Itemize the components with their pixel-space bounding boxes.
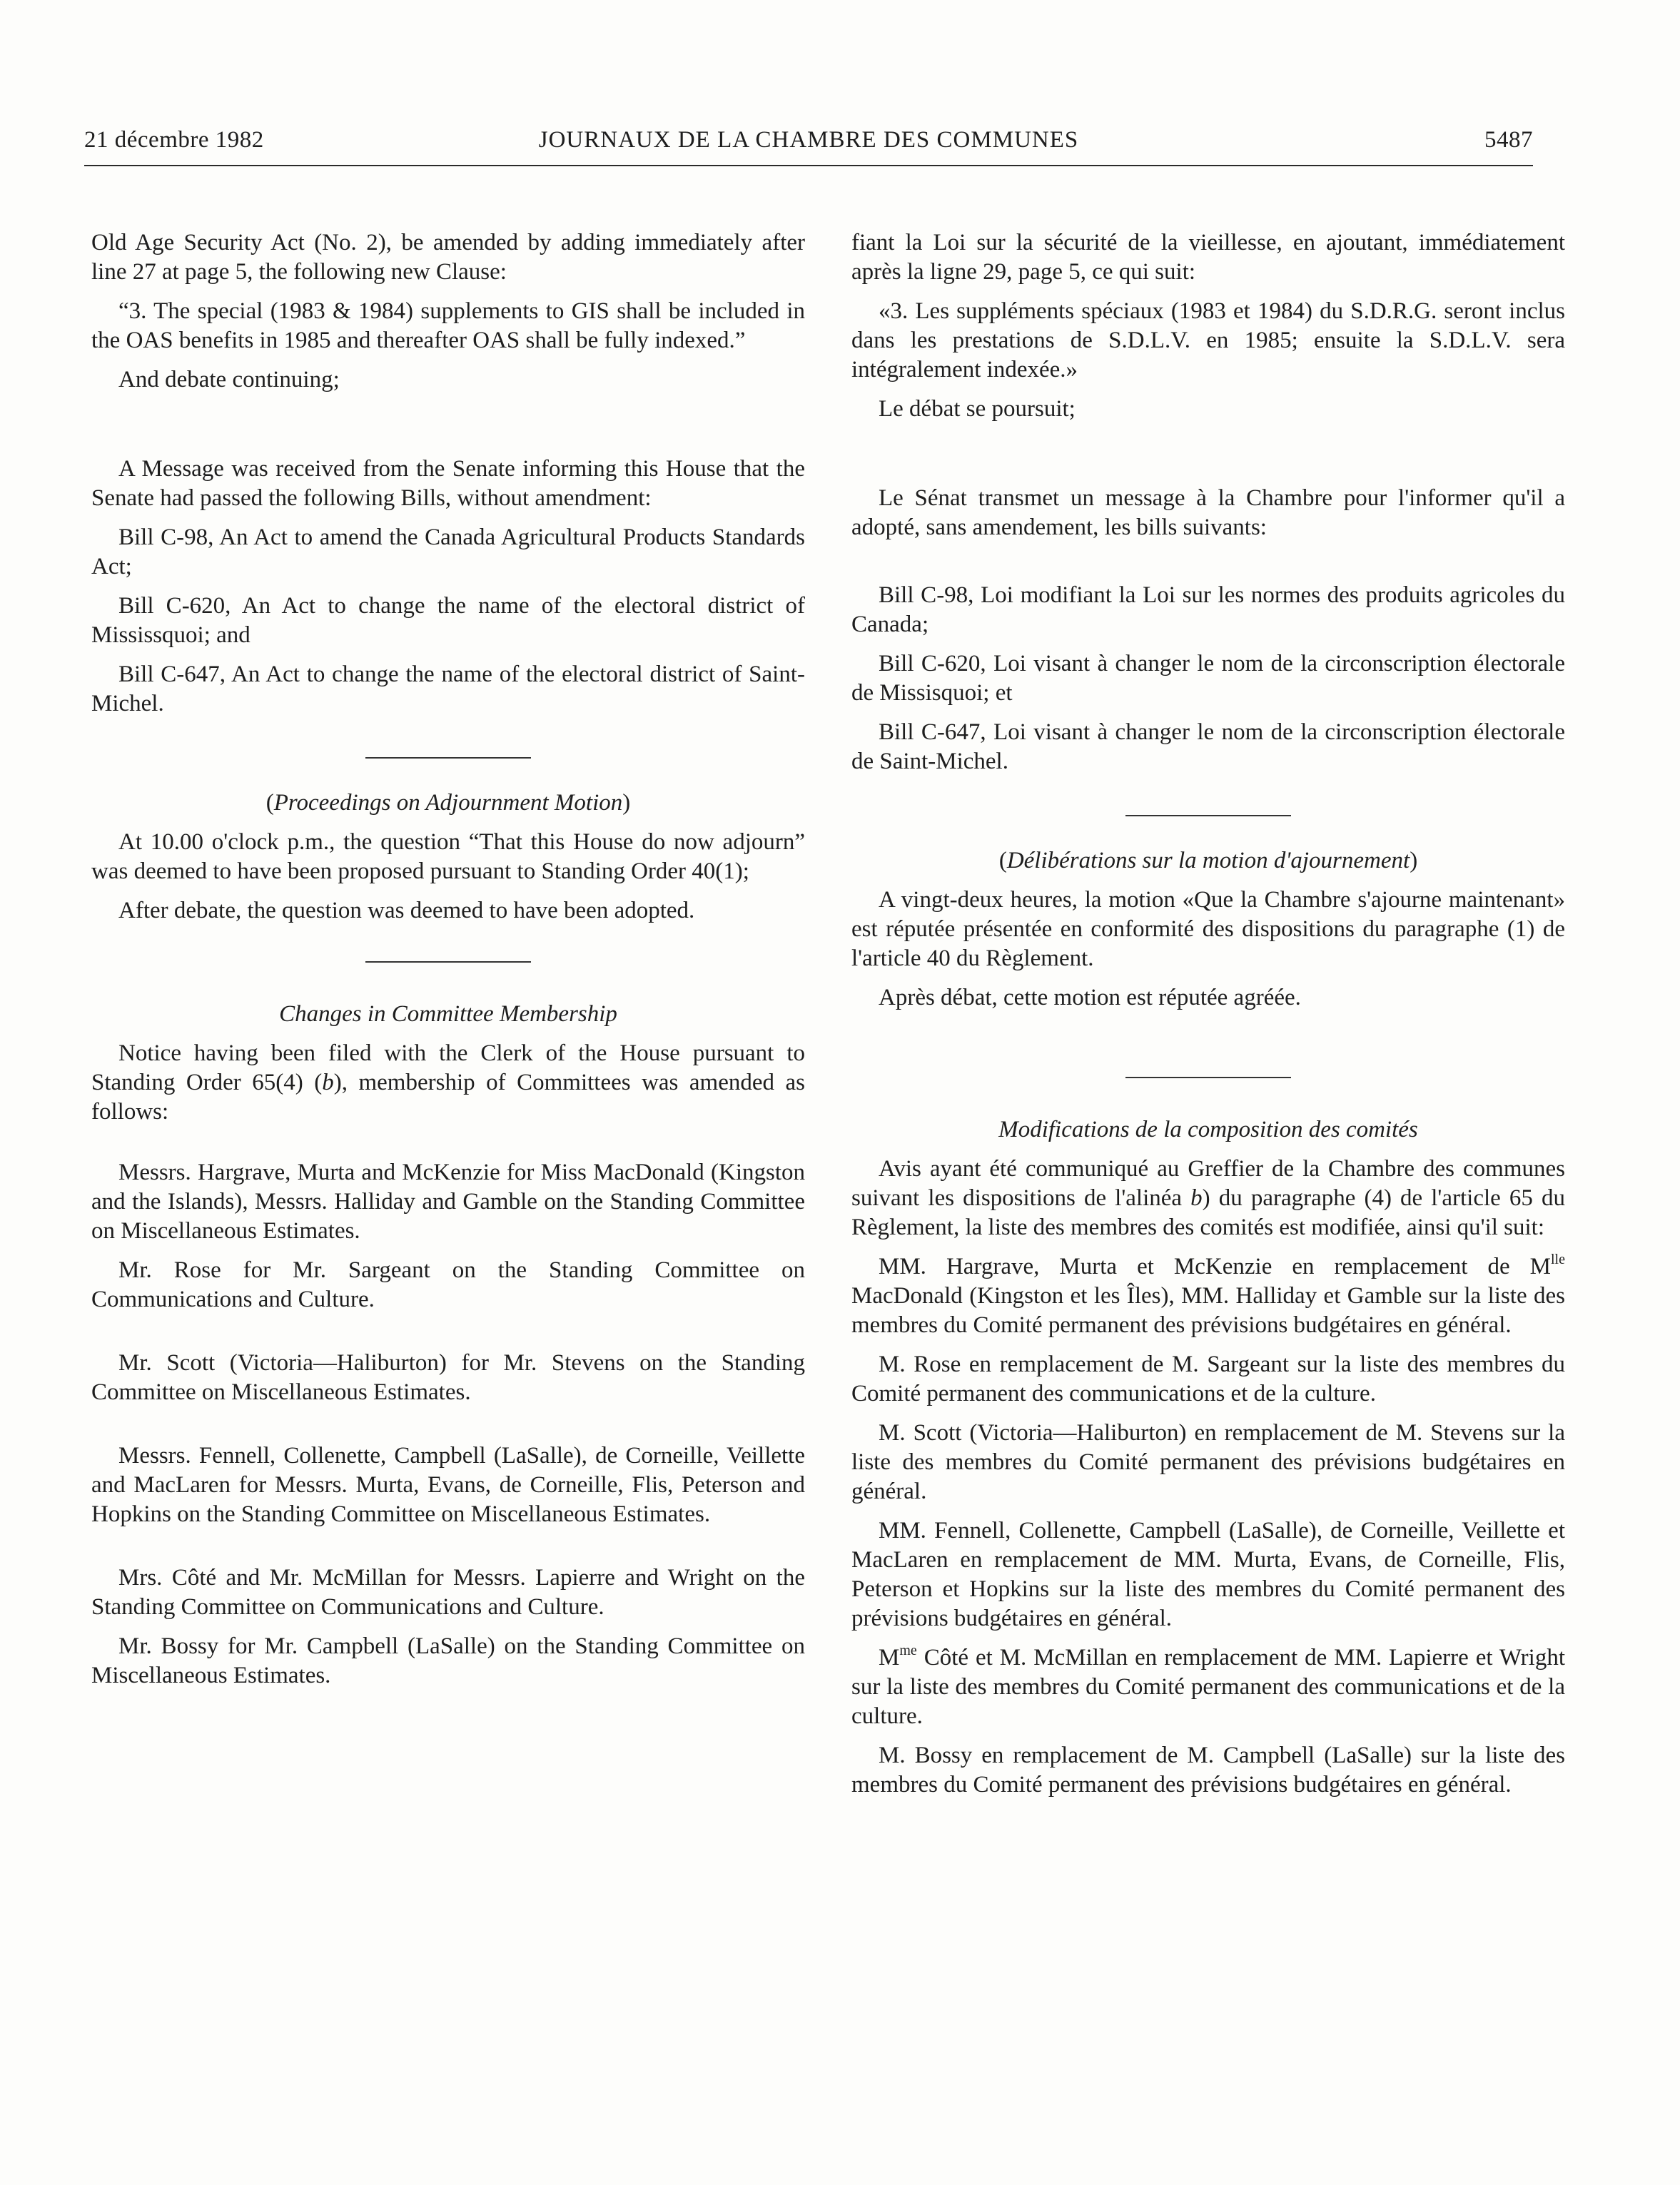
fr-paragraph-5: Bill C-98, Loi modifiant la Loi sur les normes des produits agricoles du Canada; — [851, 582, 1565, 637]
fr-paragraph-16: M. Bossy en remplacement de M. Campbell (LaSalle) sur la liste des membres du Comité permanent des prévisions budgétaires en général. — [851, 1743, 1565, 1798]
spacer — [851, 786, 1565, 815]
spacer — [91, 1539, 805, 1563]
text-run: Avis ayant été communiqué au Greffier de la Chambre des communes suivant les dispositions de l'alinéa — [851, 1156, 1565, 1211]
fr-heading-committee: Modifications de la composition des comités — [998, 1117, 1418, 1142]
spacer — [91, 1324, 805, 1349]
text-run-italic: b — [322, 1070, 334, 1095]
fr-paragraph-2: «3. Les suppléments spéciaux (1983 et 1984) du S.D.R.G. seront inclus dans les prestations de S.D.L.V. en 1985; ensuite la S.D.L.V. sera intégralement indexée.» — [851, 298, 1565, 382]
superscript: me — [899, 1643, 917, 1658]
en-paragraph-10 — [91, 1039, 805, 1127]
fr-heading-adjournment — [851, 846, 1565, 876]
heading-text: Proceedings on Adjournment Motion — [273, 790, 623, 816]
heading-paren-close: ) — [1410, 848, 1418, 873]
spacer — [91, 759, 805, 789]
fr-paragraph-12: M. Rose en remplacement de M. Sargeant sur la liste des membres du Comité permanent des communications et de la culture. — [851, 1352, 1565, 1406]
header-date: 21 décembre 1982 — [84, 127, 264, 153]
header-rule — [84, 165, 1533, 166]
en-paragraph-6: Bill C-620, An Act to change the name of the electoral district of Mississquoi; and — [91, 593, 805, 648]
spacer — [851, 434, 1565, 484]
spacer — [851, 552, 1565, 581]
text-run: ) du paragraphe (4) de l'article 65 du Règlement, la liste des membres des comités est modifiée, ainsi qu'il suit: — [851, 1185, 1565, 1240]
en-paragraph-12: Mr. Rose for Mr. Sargeant on the Standing Committee on Communications and Culture. — [91, 1257, 805, 1312]
en-paragraph-13: Mr. Scott (Victoria—Haliburton) for Mr. Stevens on the Standing Committee on Miscellaneous Estimates. — [91, 1350, 805, 1405]
heading-paren-open: ( — [998, 848, 1007, 873]
text-run: Côté et M. McMillan en remplacement de MM. Lapierre et Wright sur la liste des membres du Comité permanent des communications et de la culture. — [851, 1645, 1565, 1729]
fr-paragraph-8: A vingt-deux heures, la motion «Que la Chambre s'ajourne maintenant» est réputée présentée en conformité des dispositions du paragraphe (1) de l'article 40 du Règlement. — [851, 887, 1565, 971]
spacer — [851, 1023, 1565, 1077]
en-paragraph-9: After debate, the question was deemed to have been adopted. — [118, 898, 695, 923]
fr-paragraph-7: Bill C-647, Loi visant à changer le nom de la circonscription électorale de Saint-Michel. — [851, 719, 1565, 774]
superscript: lle — [1551, 1252, 1565, 1267]
text-run: M — [879, 1645, 900, 1671]
spacer — [91, 1417, 805, 1441]
heading-paren-open: ( — [265, 790, 274, 816]
page-number: 5487 — [1484, 127, 1533, 153]
en-paragraph-8: At 10.00 o'clock p.m., the question “That this House do now adjourn” was deemed to have been proposed pursuant to Standing Order 40(1); — [91, 829, 805, 884]
text-run-italic: b — [1190, 1185, 1203, 1211]
french-column — [851, 228, 1565, 1810]
en-paragraph-3: And debate continuing; — [118, 367, 340, 392]
spacer — [851, 816, 1565, 846]
fr-paragraph-15 — [851, 1643, 1565, 1731]
header-title: JOURNAUX DE LA CHAMBRE DES COMMUNES — [538, 127, 1079, 153]
en-paragraph-4: A Message was received from the Senate informing this House that the Senate had passed the following Bills, without amendment: — [91, 456, 805, 511]
en-heading-adjournment — [91, 789, 805, 818]
text-run: ), membership of Committees was amended as follows: — [91, 1070, 805, 1125]
en-paragraph-11: Messrs. Hargrave, Murta and McKenzie for Miss MacDonald (Kingston and the Islands), Messrs. Halliday and Gamble on the Standing Committee on Miscellaneous Estimates. — [91, 1160, 805, 1244]
text-run: MM. Hargrave, Murta et McKenzie en remplacement de M — [879, 1254, 1551, 1279]
english-column — [91, 228, 805, 1700]
fr-paragraph-10 — [851, 1155, 1565, 1242]
page-header — [84, 123, 1533, 163]
fr-paragraph-9: Après débat, cette motion est réputée agréée. — [879, 985, 1301, 1010]
en-paragraph-5: Bill C-98, An Act to amend the Canada Agricultural Products Standards Act; — [91, 524, 805, 579]
en-paragraph-2: “3. The special (1983 & 1984) supplements to GIS shall be included in the OAS benefits in 1985 and thereafter OAS shall be fully indexed.” — [91, 298, 805, 353]
spacer — [91, 936, 805, 961]
heading-paren-close: ) — [622, 790, 631, 816]
text-run: MacDonald (Kingston et les Îles), MM. Halliday et Gamble sur la liste des membres du Comité permanent des prévisions budgétaires en général. — [851, 1283, 1565, 1338]
en-heading-committee: Changes in Committee Membership — [279, 1001, 617, 1027]
fr-paragraph-13: M. Scott (Victoria—Haliburton) en remplacement de M. Stevens sur la liste des membres du Comité permanent des prévisions budgétaires en général. — [851, 1420, 1565, 1504]
heading-text: Délibérations sur la motion d'ajournement — [1006, 848, 1410, 873]
fr-paragraph-3: Le débat se poursuit; — [879, 396, 1076, 422]
spacer — [91, 729, 805, 757]
fr-paragraph-11 — [851, 1252, 1565, 1340]
fr-paragraph-1: fiant la Loi sur la sécurité de la vieillesse, en ajoutant, immédiatement après la ligne 29, page 5, ce qui suit: — [851, 230, 1565, 285]
fr-paragraph-14: MM. Fennell, Collenette, Campbell (LaSalle), de Corneille, Veillette et MacLaren en remplacement de MM. Murta, Evans, de Corneille, Flis, Peterson et Hopkins sur la liste des membres du Comité permanent des prévisions budgétaires en général. — [851, 1518, 1565, 1631]
spacer — [851, 1078, 1565, 1115]
spacer — [91, 405, 805, 455]
text-run: Notice having been filed with the Clerk of the House pursuant to Standing Order 65(4) ( — [91, 1040, 805, 1095]
spacer — [91, 1137, 805, 1158]
en-paragraph-16: Mr. Bossy for Mr. Campbell (LaSalle) on the Standing Committee on Miscellaneous Estimates. — [91, 1633, 805, 1688]
en-paragraph-15: Mrs. Côté and Mr. McMillan for Messrs. Lapierre and Wright on the Standing Committee on Communications and Culture. — [91, 1565, 805, 1620]
fr-paragraph-4: Le Sénat transmet un message à la Chambre pour l'informer qu'il a adopté, sans amendement, les bills suivants: — [851, 485, 1565, 540]
en-paragraph-1: Old Age Security Act (No. 2), be amended by adding immediately after line 27 at page 5, the following new Clause: — [91, 230, 805, 285]
en-paragraph-7: Bill C-647, An Act to change the name of the electoral district of Saint-Michel. — [91, 661, 805, 716]
fr-paragraph-6: Bill C-620, Loi visant à changer le nom de la circonscription électorale de Missisquoi; et — [851, 651, 1565, 706]
spacer — [91, 963, 805, 1000]
en-paragraph-14: Messrs. Fennell, Collenette, Campbell (LaSalle), de Corneille, Veillette and MacLaren for Messrs. Murta, Evans, de Corneille, Flis, Peterson and Hopkins on the Standing Committee on Miscellaneous Estimates. — [91, 1443, 805, 1527]
